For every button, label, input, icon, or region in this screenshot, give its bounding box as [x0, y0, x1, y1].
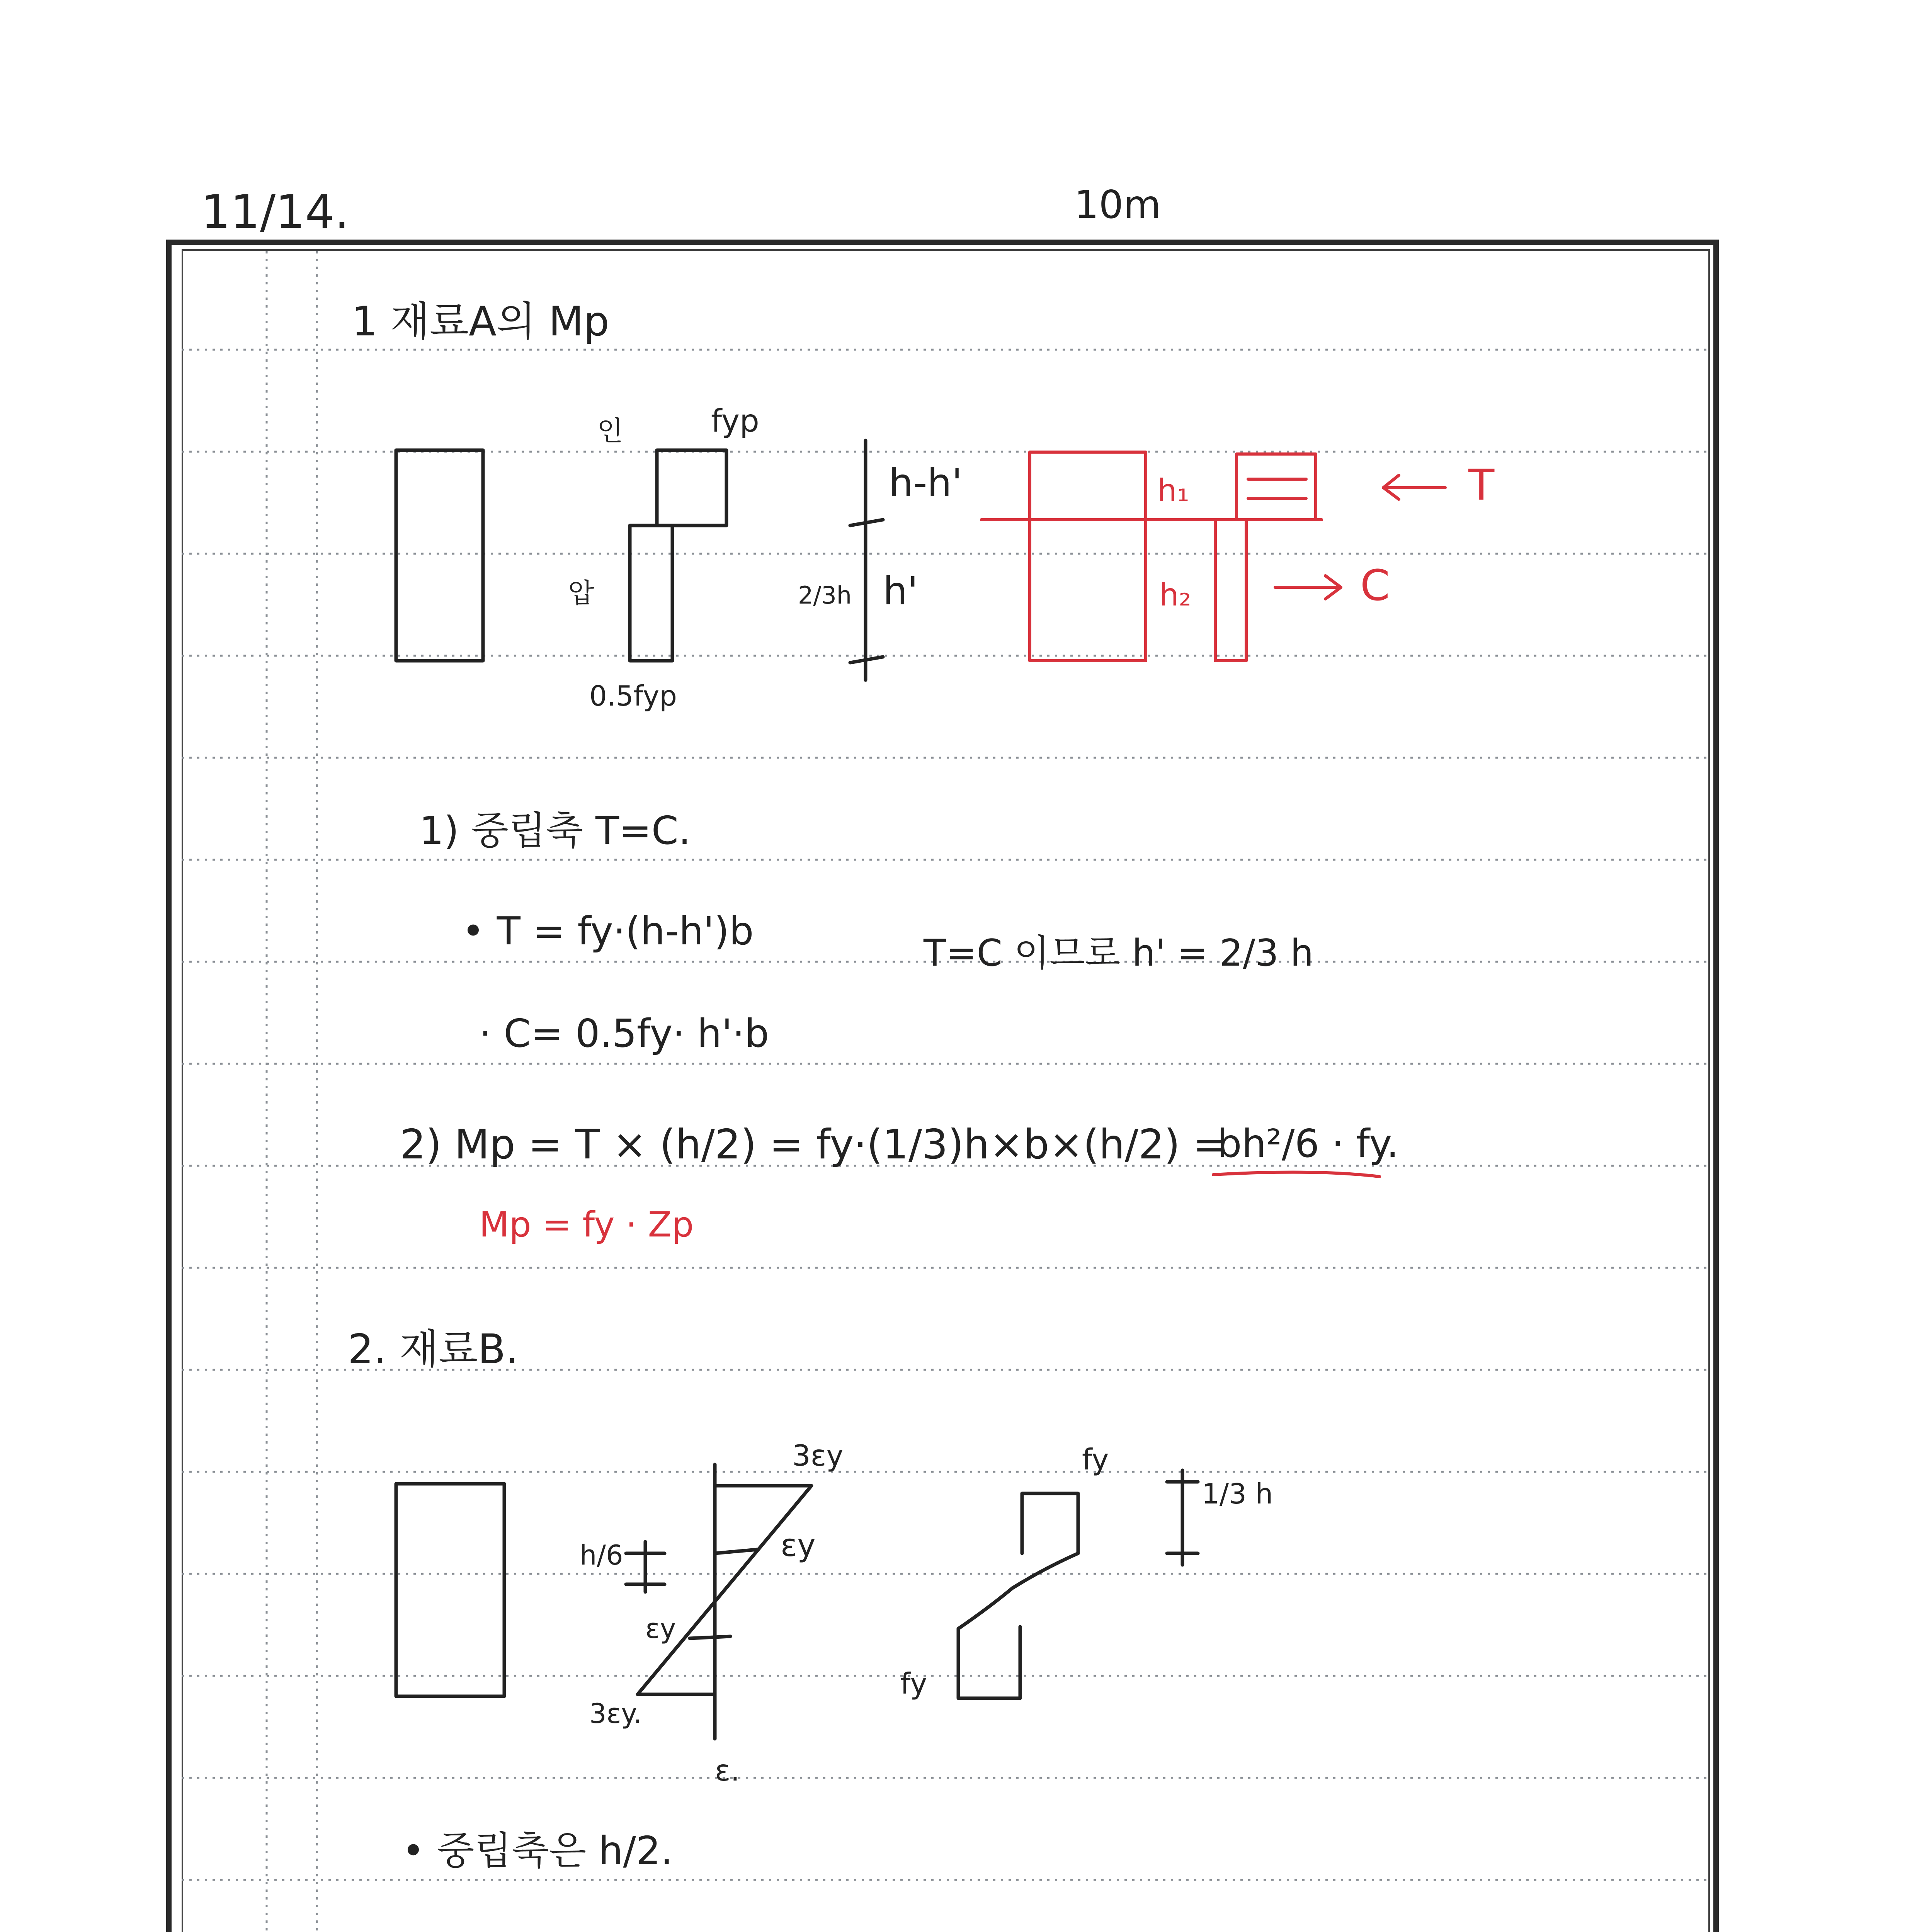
- dim-lower: h': [883, 568, 918, 614]
- tension-equation: • T = fy·(h-h')b: [462, 908, 754, 954]
- compression-equation: · C= 0.5fy· h'·b: [479, 1011, 769, 1056]
- red-plastic-moment-formula-1: Mp = fy · Zp: [479, 1204, 694, 1245]
- section-b-rectangle: [396, 1484, 504, 1696]
- since-equation: T=C 이므로 h' = 2/3 h: [924, 932, 1314, 975]
- step2-result: bh²/6 · fy.: [1217, 1121, 1399, 1166]
- red-label-h2: h₂: [1159, 577, 1191, 613]
- strain-label-mid-lower: εy: [645, 1613, 676, 1645]
- stress-dim-b: 1/3 h: [1202, 1478, 1273, 1510]
- stress-label-compression: 압: [568, 577, 594, 609]
- strain-axis-label: ε.: [715, 1753, 740, 1787]
- stress-label-half-fyp: 0.5fyp: [589, 680, 677, 712]
- red-label-h1: h₁: [1157, 473, 1189, 509]
- dim-upper: h-h': [889, 460, 963, 505]
- stress-label-top-b: fy: [1082, 1442, 1109, 1476]
- strain-profile: [638, 1486, 811, 1694]
- header-label: 10m: [1074, 182, 1161, 227]
- strain-label-mid-upper: εy: [781, 1527, 816, 1563]
- dim-lower-frac: 2/3h: [798, 581, 852, 609]
- strain-label-top: 3εy: [792, 1439, 844, 1473]
- step1-neutral-axis: 1) 중립축 T=C.: [419, 808, 691, 853]
- date-label: 11/14.: [201, 185, 349, 239]
- red-label-T: T: [1468, 460, 1495, 510]
- strain-label-bottom: 3εy.: [589, 1698, 642, 1730]
- dim-h6: h/6: [580, 1539, 623, 1571]
- red-label-C: C: [1360, 561, 1390, 610]
- stress-label-fyp: fyp: [711, 403, 759, 439]
- stress-label-bottom-b: fy: [900, 1667, 927, 1701]
- neutral-axis-note: • 중립축은 h/2.: [402, 1828, 673, 1873]
- stress-block-b: [958, 1493, 1078, 1698]
- section2-title: 2. 재료B.: [348, 1326, 519, 1373]
- section1-title: 1 재료A의 Mp: [352, 298, 609, 345]
- stress-label-tension: 인: [597, 415, 623, 447]
- step2-moment: 2) Mp = T × (h/2) = fy·(1/3)h×b×(h/2) =: [400, 1121, 1227, 1168]
